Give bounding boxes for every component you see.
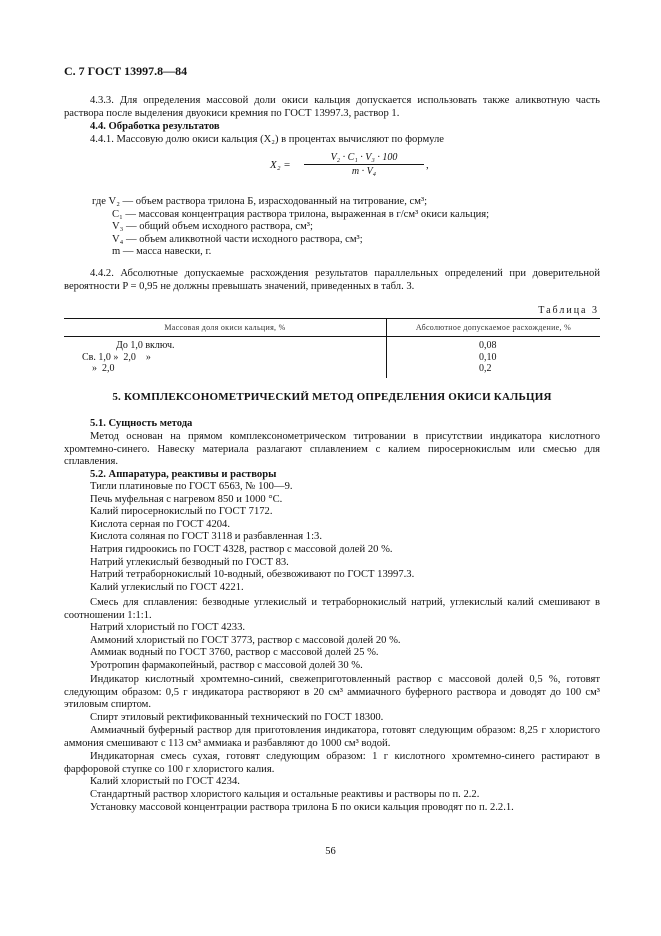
paragraph-4-3-3: 4.3.3. Для определения массовой доли окиси кальция допускается использовать также аликвотную часть раствора после выделения двуокиси кремния по ГОСТ 13997.3, раствор 1. (64, 95, 600, 119)
table-cell: » 2,0 (64, 363, 387, 378)
list-item: Кислота серная по ГОСТ 4204. (90, 518, 230, 530)
table-col2-header: Абсолютное допускаемое расхождение, % (387, 319, 601, 337)
reagent-list (64, 481, 600, 594)
table-cell: 0,2 (479, 363, 492, 374)
paragraph-4-4-1: 4.4.1. Массовую долю окиси кальция (X₂) в процентах вычисляют по формуле (90, 134, 444, 145)
list-item: Аммоний хлористый по ГОСТ 3773, раствор с массовой долей 20 %. (90, 634, 401, 646)
formula-denominator: m · V₄ (351, 166, 377, 177)
list-item: Кислота соляная по ГОСТ 3118 и разбавленная 1:3. (90, 531, 322, 543)
definition-c1: C₁ — массовая концентрация раствора трилона, выраженная в г/см³ окиси кальция; (112, 208, 490, 220)
table-cell: Св. 1,0 » 2,0 » (64, 352, 387, 364)
list-item: Натрий хлористый по ГОСТ 4233. (90, 622, 246, 633)
paragraph-5-1: Метод основан на прямом комплексонометрическом титровании в присутствии индикатора кислотного хромтемно-синего. Навеску материала разлагают сплавлением с калием пиросернокислым или смесью для сплавления. (64, 431, 600, 468)
list-item: Натрия гидроокись по ГОСТ 4328, раствор с массовой долей 20 %. (90, 543, 393, 555)
table-row (64, 363, 600, 378)
list-item: Уротропин фармакопейный, раствор с массовой долей 30 %. (90, 659, 363, 671)
definition-m: m — масса навески, г. (112, 246, 212, 258)
reagent-list-2 (64, 622, 600, 672)
list-item: Тигли платиновые по ГОСТ 6563, № 100—9. (90, 481, 293, 492)
table-cell: 0,10 (479, 351, 497, 363)
list-item: Аммиак водный по ГОСТ 3760, раствор с массовой долей 25 %. (90, 647, 379, 659)
table-col1-header: Массовая доля окиси кальция, % (64, 319, 387, 337)
table-cell: 0,08 (479, 340, 497, 351)
page-header: С. 7 ГОСТ 13997.8—84 (64, 64, 188, 78)
heading-5-2: 5.2. Аппаратура, реактивы и растворы (90, 469, 277, 480)
list-item: Печь муфельная с нагревом 850 и 1000 °С. (90, 493, 283, 505)
list-item: Натрий тетраборнокислый 10-водный, обезвоживают по ГОСТ 13997.3. (90, 569, 415, 581)
page-number: 56 (325, 846, 336, 857)
formula-lhs: X₂ = (270, 159, 291, 171)
list-item: Калий углекислый по ГОСТ 4221. (90, 581, 244, 593)
formula-numerator: V₂ · C₁ · V₃ · 100 (304, 152, 424, 165)
paragraph-fusion-mix: Смесь для сплавления: безводные углекислый и тетраборнокислый натрий, углекислый калий смешивают в соотношении 1:1:1. (64, 597, 600, 621)
section-5-title: 5. КОМПЛЕКСОНОМЕТРИЧЕСКИЙ МЕТОД ОПРЕДЕЛЕНИЯ ОКИСИ КАЛЬЦИЯ (112, 391, 552, 403)
paragraph-kcl: Калий хлористый по ГОСТ 4234. (90, 776, 240, 787)
heading-4-4: 4.4. Обработка результатов (90, 121, 220, 132)
table-header-row (64, 319, 600, 337)
definition-v2: где V₂ — объем раствора трилона Б, израсходованный на титрование, см³; (92, 196, 428, 207)
table-row (64, 352, 600, 364)
paragraph-dry-mix: Индикаторная смесь сухая, готовят следующим образом: 1 г кислотного хромтемно-синего растирают в фарфоровой ступке со 100 г хлористого калия. (64, 751, 600, 775)
paragraph-standard: Стандартный раствор хлористого кальция и остальные реактивы и растворы по п. 2.2. (90, 789, 480, 800)
paragraph-buffer: Аммиачный буферный раствор для приготовления индикатора, готовят следующим образом: 8,25 г хлористого аммония смешивают с 113 см³ аммиака и разбавляют до 1000 см³ водой. (64, 725, 600, 749)
list-item: Натрий углекислый безводный по ГОСТ 83. (90, 556, 289, 568)
paragraph-ethanol: Спирт этиловый ректификованный технический по ГОСТ 18300. (90, 712, 384, 723)
variable-definitions (92, 196, 612, 259)
heading-5-1: 5.1. Сущность метода (90, 418, 193, 429)
table-cell: До 1,0 включ. (64, 337, 387, 352)
paragraph-titer: Установку массовой концентрации раствора трилона Б по окиси кальция проводят по п. 2.2.1. (90, 802, 514, 813)
formula-fraction (304, 152, 424, 177)
formula-x2 (270, 152, 510, 186)
list-item: Калий пиросернокислый по ГОСТ 7172. (90, 506, 273, 518)
definition-v4: V₄ — объем аликвотной части исходного раствора, см³; (112, 233, 363, 245)
table-caption: Таблица 3 (538, 305, 599, 316)
paragraph-4-4-2: 4.4.2. Абсолютные допускаемые расхождения результатов параллельных определений при доверительной вероятности P = 0,95 не должны превышать значений, приведенных в табл. 3. (64, 268, 600, 292)
table-3 (64, 318, 600, 378)
table-row (64, 337, 600, 352)
formula-comma: , (426, 159, 429, 171)
paragraph-indicator: Индикатор кислотный хромтемно-синий, свежеприготовленный раствор с массовой долей 0,5 %, готовят следующим образом: 0,5 г индикатора растворяют в 20 см³ аммиачного буферного раствора и доводят до 100 см³ этиловым спиртом. (64, 674, 600, 711)
definition-v3: V₃ — общий объем исходного раствора, см³; (112, 221, 313, 233)
